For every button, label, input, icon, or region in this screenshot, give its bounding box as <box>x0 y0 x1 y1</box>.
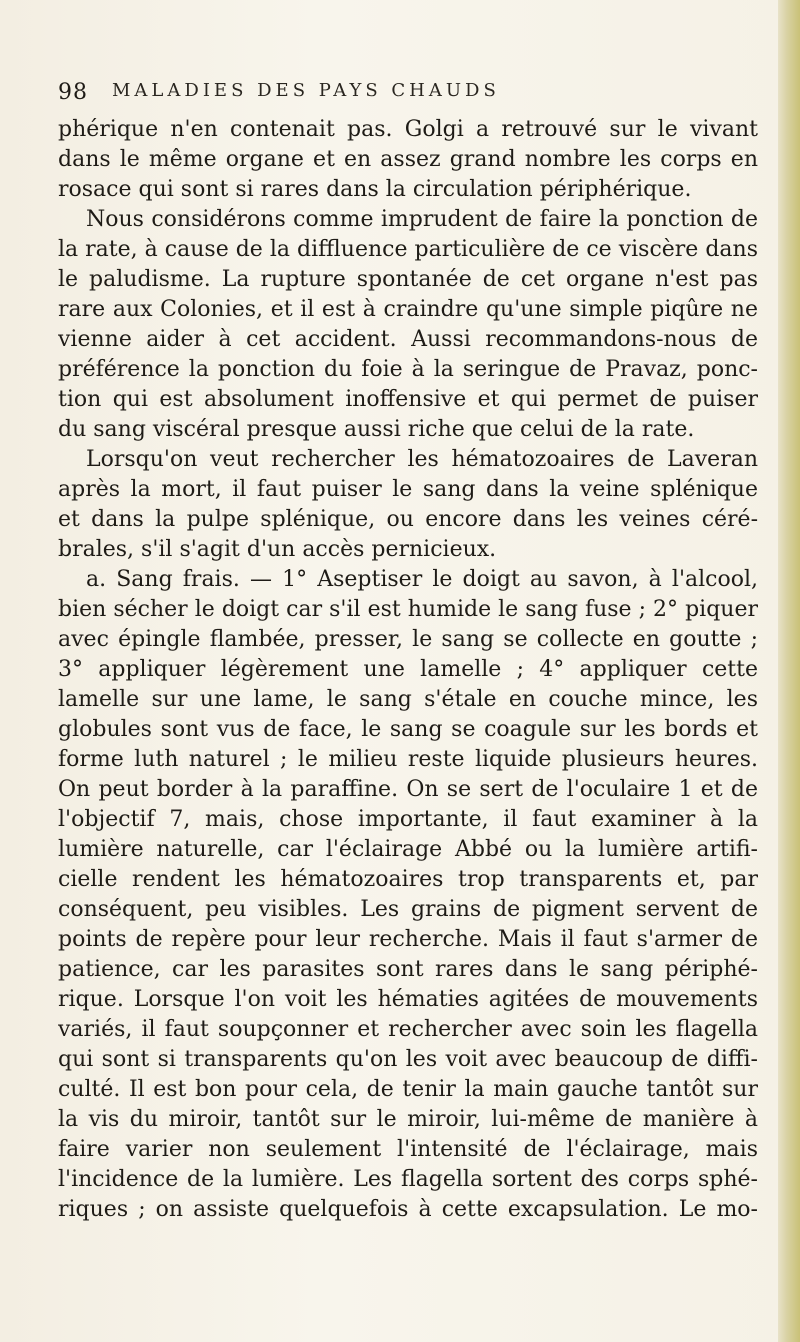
text-line: après la mort, il faut puiser le sang dans la veine splénique <box>58 477 758 502</box>
text-line: riques ; on assiste quelquefois à cette excapsulation. Le mo- <box>58 1197 758 1222</box>
text-line: lamelle sur une lame, le sang s'étale en couche mince, les <box>58 687 758 712</box>
text-line: Nous considérons comme imprudent de faire la ponction de <box>86 207 758 232</box>
text-line: bien sécher le doigt car s'il est humide le sang fuse ; 2° piquer <box>58 597 758 622</box>
page-header <box>58 74 758 114</box>
page-edge-shadow <box>778 0 800 1342</box>
text-line: vienne aider à cet accident. Aussi recommandons-nous de <box>58 327 758 352</box>
text-line: 3° appliquer légèrement une lamelle ; 4° appliquer cette <box>58 657 758 682</box>
text-line: a. Sang frais. — 1° Aseptiser le doigt au savon, à l'alcool, <box>86 567 758 592</box>
text-line: faire varier non seulement l'intensité de l'éclairage, mais <box>58 1137 758 1162</box>
text-line: le paludisme. La rupture spontanée de cet organe n'est pas <box>58 267 758 292</box>
page-number: 98 <box>58 80 88 105</box>
text-line: forme luth naturel ; le milieu reste liquide plusieurs heures. <box>58 747 758 772</box>
text-line: rare aux Colonies, et il est à craindre qu'une simple piqûre ne <box>58 297 758 322</box>
text-line: phérique n'en contenait pas. Golgi a retrouvé sur le vivant <box>58 117 758 142</box>
text-line: Lorsqu'on veut rechercher les hématozoaires de Laveran <box>86 447 758 472</box>
text-line: patience, car les parasites sont rares dans le sang périphé- <box>58 957 758 982</box>
text-line: globules sont vus de face, le sang se coagule sur les bords et <box>58 717 758 742</box>
text-line: l'incidence de la lumière. Les flagella sortent des corps sphé- <box>58 1167 758 1192</box>
text-line: On peut border à la paraffine. On se sert de l'oculaire 1 et de <box>58 777 758 802</box>
text-line: tion qui est absolument inoffensive et qui permet de puiser <box>58 387 758 412</box>
text-line: la vis du miroir, tantôt sur le miroir, lui-même de manière à <box>58 1107 758 1132</box>
text-line: du sang viscéral presque aussi riche que celui de la rate. <box>58 417 695 442</box>
text-line: avec épingle flambée, presser, le sang se collecte en goutte ; <box>58 627 758 652</box>
running-title: MALADIES DES PAYS CHAUDS <box>112 80 500 101</box>
body-text <box>58 115 758 1225</box>
text-line: cielle rendent les hématozoaires trop transparents et, par <box>58 867 758 892</box>
text-line: points de repère pour leur recherche. Mais il faut s'armer de <box>58 927 758 952</box>
text-line: qui sont si transparents qu'on les voit avec beaucoup de diffi- <box>58 1047 758 1072</box>
text-line: et dans la pulpe splénique, ou encore dans les veines céré- <box>58 507 758 532</box>
text-line: la rate, à cause de la diffluence particulière de ce viscère dans <box>58 237 758 262</box>
text-line: rosace qui sont si rares dans la circulation périphérique. <box>58 177 692 202</box>
text-line: rique. Lorsque l'on voit les hématies agitées de mouvements <box>58 987 758 1012</box>
text-line: variés, il faut soupçonner et rechercher avec soin les flagella <box>58 1017 758 1042</box>
text-line: conséquent, peu visibles. Les grains de pigment servent de <box>58 897 758 922</box>
text-line: lumière naturelle, car l'éclairage Abbé ou la lumière artifi- <box>58 837 758 862</box>
text-line: brales, s'il s'agit d'un accès pernicieux. <box>58 537 497 562</box>
text-line: dans le même organe et en assez grand nombre les corps en <box>58 147 758 172</box>
text-line: préférence la ponction du foie à la seringue de Pravaz, ponc- <box>58 357 758 382</box>
text-line: l'objectif 7, mais, chose importante, il faut examiner à la <box>58 807 758 832</box>
text-line: culté. Il est bon pour cela, de tenir la main gauche tantôt sur <box>58 1077 758 1102</box>
